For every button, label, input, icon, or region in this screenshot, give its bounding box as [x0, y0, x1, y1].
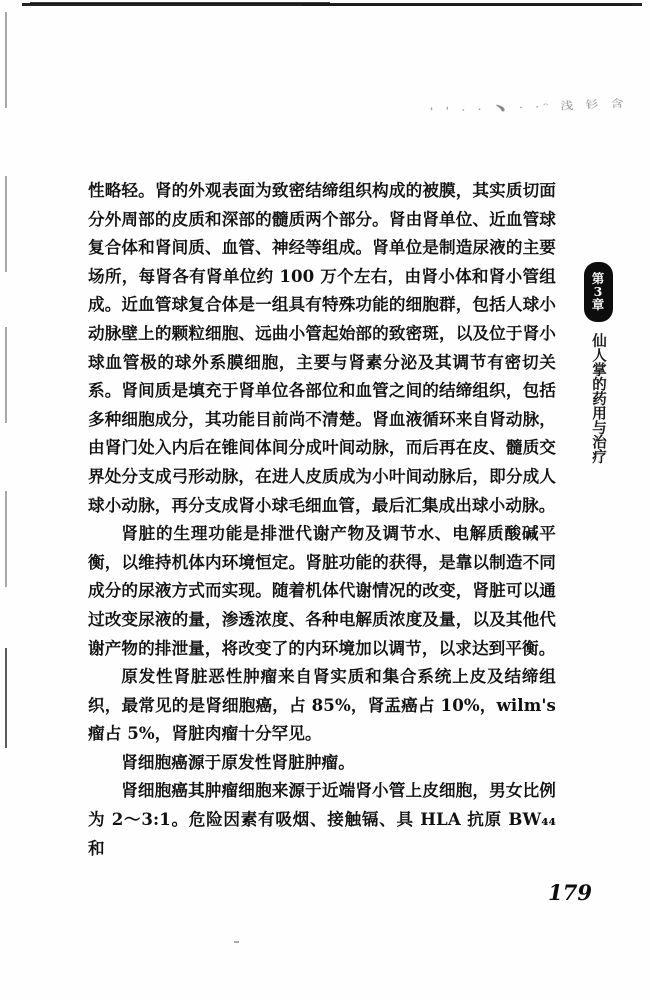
binding-mark	[5, 648, 7, 748]
body-paragraph: 肾细胞癌源于原发性肾脏肿瘤。	[121, 751, 355, 772]
scan-top-edge-artifact	[22, 3, 642, 6]
page-body-text	[88, 176, 556, 862]
page-number: 179	[548, 880, 592, 905]
chapter-number-badge	[584, 262, 613, 322]
binding-mark	[5, 327, 7, 423]
chapter-title-vertical: 仙人掌的药用与治疗	[590, 333, 607, 464]
binding-mark	[5, 12, 7, 108]
body-paragraph: 肾脏的生理功能是排泄代谢产物及调节水、电解质酸碱平衡，以维持机体内环境恒定。肾脏功能的获得，是靠以制造不同成分的尿液方式而实现。随着机体代谢情况的改变，肾脏可以通过改变尿液的量，渗透浓度、各种电解质浓度及量，以及其他代谢产物的排泄量，将改变了的内环境加以调节，以求达到平衡。	[88, 523, 556, 658]
body-paragraph: 原发性肾脏恶性肿瘤来自肾实质和集合系统上皮及结缔组织，最常见的是肾细胞癌，占 85%，肾盂癌占 10%，wilm's 瘤占 5%，肾脏肉瘤十分罕见。	[88, 666, 556, 744]
binding-mark	[5, 176, 7, 272]
chapter-badge-number: 3	[593, 284, 603, 300]
chapter-thumb-tab	[578, 262, 618, 503]
scan-speck-artifact	[234, 941, 239, 943]
body-paragraph: 性略轻。肾的外观表面为致密结缔组织构成的被膜，其实质切面分外周部的皮质和深部的髓质两个部分。肾由肾单位、近血管球复合体和肾间质、血管、神经等组成。肾单位是制造尿液的主要场所，每肾各有肾单位约 100 万个左右，由肾小体和肾小管组成。近血管球复合体是一组具有特殊功能的细胞群，包括人球小动脉壁上的颗粒细胞、远曲小管起始部的致密斑，以及位于肾小球血管极的球外系膜细胞，主要与肾素分泌及其调节有密切关系。肾间质是填充于肾单位各部位和血管之间的结缔组织，包括多种细胞成分，其功能目前尚不清楚。肾血液循环来自肾动脉，由肾门处入内后在锥间体间分成叶间动脉，而后再在皮、髓质交界处分支成弓形动脉，在进人皮质成为小叶间动脉后，即分成人球小动脉，再分支成肾小球毛细血管，最后汇集成出球小动脉。	[88, 180, 556, 515]
chapter-badge-prefix: 第	[591, 271, 605, 287]
body-paragraph: 肾细胞癌其肿瘤细胞来源于近端肾小管上皮细胞，男女比例为 2～3:1。危险因素有吸烟、接触镉、具 HLA 抗原 BW₄₄和	[88, 780, 556, 858]
binding-mark	[5, 491, 7, 587]
handwritten-annotation: ' ' · · ﹅ · ·ᵔ 浅 钐 含	[429, 97, 628, 119]
chapter-badge-suffix: 章	[591, 296, 605, 312]
